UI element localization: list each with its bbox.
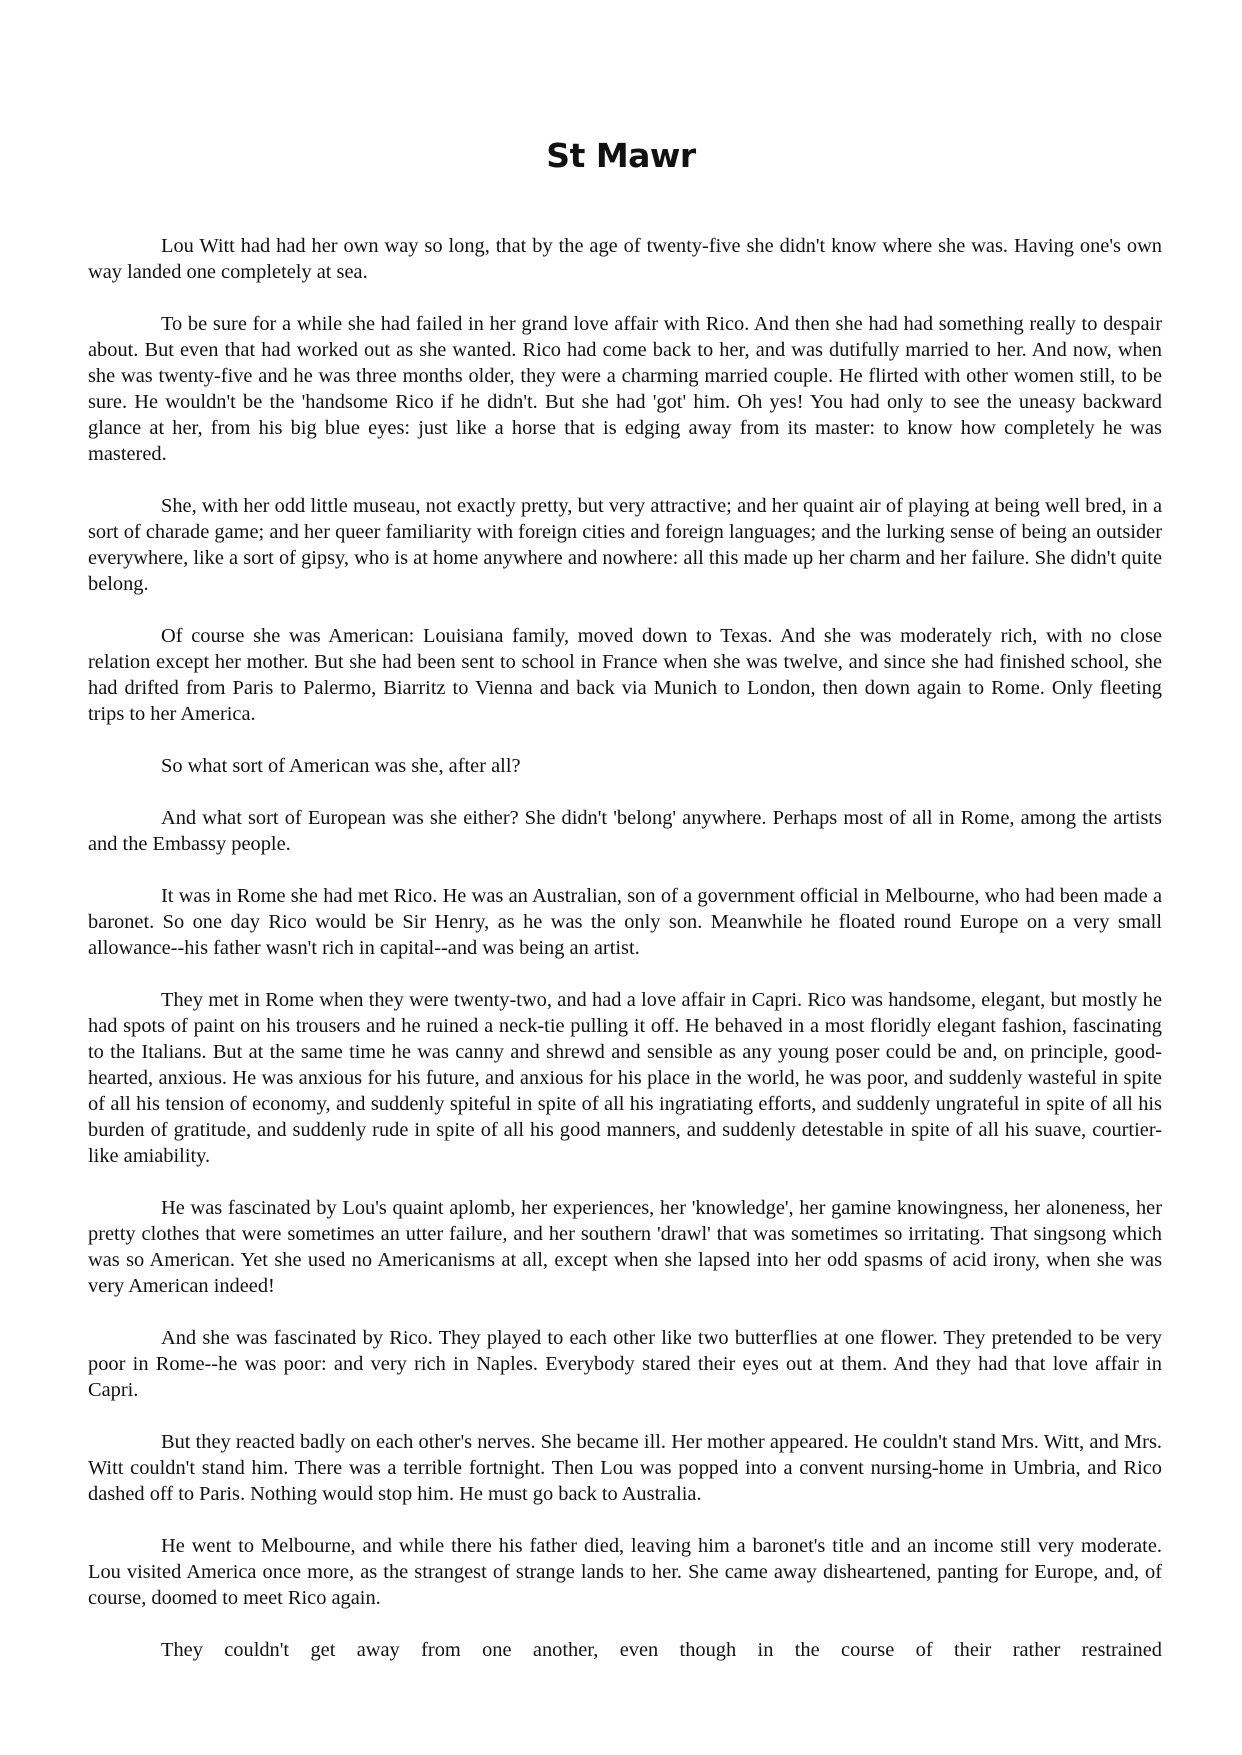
paragraph: And what sort of European was she either? She didn't 'belong' anywhere. Perhaps most of all in Rome, among the artists and the Embassy people. bbox=[88, 807, 1162, 855]
paragraph: She, with her odd little museau, not exactly pretty, but very attractive; and her quaint air of playing at being well bred, in a sort of charade game; and her queer familiarity with foreign cities and foreign languages; and the lurking sense of being an outsider everywhere, like a sort of gipsy, who is at home anywhere and nowhere: all this made up her charm and her failure. She didn't quite belong. bbox=[88, 495, 1162, 595]
paragraph: He was fascinated by Lou's quaint aplomb, her experiences, her 'knowledge', her gamine knowingness, her aloneness, her pretty clothes that were sometimes an utter failure, and her southern 'drawl' that was sometimes so irritating. That singsong which was so American. Yet she used no Americanisms at all, except when she lapsed into her odd spasms of acid irony, when she was very American indeed! bbox=[88, 1197, 1162, 1297]
paragraph: To be sure for a while she had failed in her grand love affair with Rico. And then she had had something really to despair about. But even that had worked out as she wanted. Rico had come back to her, and was dutifully married to her. And now, when she was twenty-five and he was three months older, they were a charming married couple. He flirted with other women still, to be sure. He wouldn't be the 'handsome Rico if he didn't. But she had 'got' him. Oh yes! You had only to see the uneasy backward glance at her, from his big blue eyes: just like a horse that is edging away from its master: to know how completely he was mastered. bbox=[88, 313, 1162, 465]
paragraph: Of course she was American: Louisiana family, moved down to Texas. And she was moderately rich, with no close relation except her mother. But she had been sent to school in France when she was twelve, and since she had finished school, she had drifted from Paris to Palermo, Biarritz to Vienna and back via Munich to London, then down again to Rome. Only fleeting trips to her America. bbox=[88, 625, 1162, 725]
document-title: St Mawr bbox=[546, 136, 696, 175]
paragraph: It was in Rome she had met Rico. He was an Australian, son of a government official in Melbourne, who had been made a baronet. So one day Rico would be Sir Henry, as he was the only son. Meanwhile he floated round Europe on a very small allowance--his father wasn't rich in capital--and was being an artist. bbox=[88, 885, 1162, 959]
paragraph: He went to Melbourne, and while there his father died, leaving him a baronet's title and an income still very moderate. Lou visited America once more, as the strangest of strange lands to her. She came away disheartened, panting for Europe, and, of course, doomed to meet Rico again. bbox=[88, 1535, 1162, 1609]
paragraph: And she was fascinated by Rico. They played to each other like two butterflies at one flower. They pretended to be very poor in Rome--he was poor: and very rich in Naples. Everybody stared their eyes out at them. And they had that love affair in Capri. bbox=[88, 1327, 1162, 1401]
paragraph: But they reacted badly on each other's nerves. She became ill. Her mother appeared. He couldn't stand Mrs. Witt, and Mrs. Witt couldn't stand him. There was a terrible fortnight. Then Lou was popped into a convent nursing-home in Umbria, and Rico dashed off to Paris. Nothing would stop him. He must go back to Australia. bbox=[88, 1431, 1162, 1505]
paragraph: Lou Witt had had her own way so long, that by the age of twenty-five she didn't know where she was. Having one's own way landed one completely at sea. bbox=[88, 235, 1162, 283]
paragraph: They met in Rome when they were twenty-two, and had a love affair in Capri. Rico was handsome, elegant, but mostly he had spots of paint on his trousers and he ruined a neck-tie pulling it off. He behaved in a most floridly elegant fashion, fascinating to the Italians. But at the same time he was canny and shrewd and sensible as any young poser could be and, on principle, good-hearted, anxious. He was anxious for his future, and anxious for his place in the world, he was poor, and suddenly wasteful in spite of all his tension of economy, and suddenly spiteful in spite of all his ingratiating efforts, and suddenly ungrateful in spite of all his burden of gratitude, and suddenly rude in spite of all his good manners, and suddenly detestable in spite of all his suave, courtier-like amiability. bbox=[88, 989, 1162, 1167]
document-body bbox=[88, 233, 1162, 1663]
paragraph: So what sort of American was she, after all? bbox=[161, 755, 521, 777]
paragraph: They couldn't get away from one another, even though in the course of their rather restrained bbox=[161, 1639, 1162, 1661]
